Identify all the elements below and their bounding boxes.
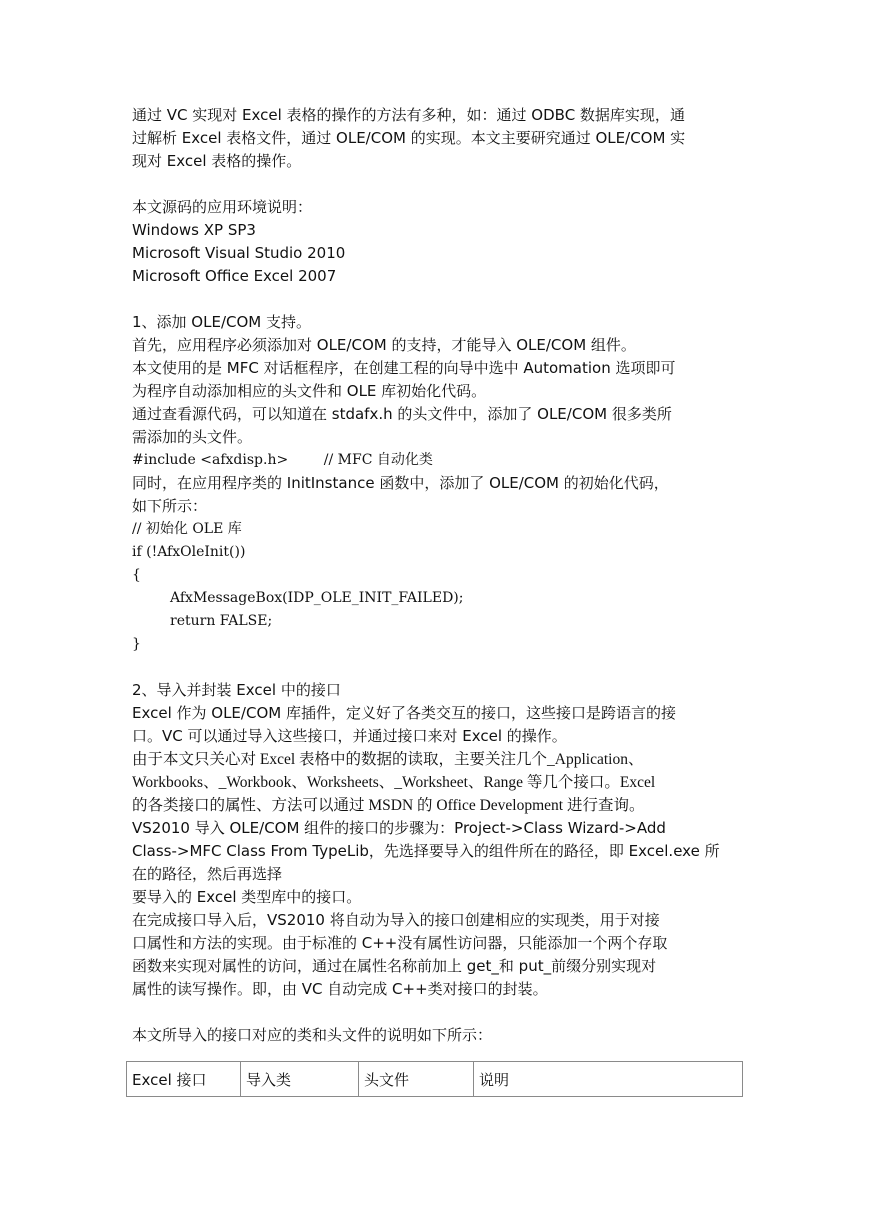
- code-line: return FALSE;: [170, 613, 273, 629]
- table-header-cell: Excel 接口: [127, 1062, 241, 1097]
- section-2: [132, 679, 740, 1047]
- code-line: // 初始化 OLE 库: [132, 521, 242, 537]
- text-line: 属性的读写操作。即，由 VC 自动完成 C++类对接口的封装。: [132, 980, 548, 998]
- section-1: [132, 311, 740, 656]
- intro-paragraph: [132, 104, 740, 173]
- text-line: VS2010 导入 OLE/COM 组件的接口的步骤为：Project->Class Wizard->Add: [132, 819, 666, 837]
- text-line: 通过 VC 实现对 Excel 表格的操作的方法有多种，如：通过 ODBC 数据库实现，通: [132, 106, 685, 124]
- code-line: AfxMessageBox(IDP_OLE_INIT_FAILED);: [170, 590, 464, 606]
- text-line: 口属性和方法的实现。由于标准的 C++没有属性访问器，只能添加一个两个存取: [132, 934, 668, 952]
- text-line: 口。VC 可以通过导入这些接口，并通过接口来对 Excel 的操作。: [132, 727, 567, 745]
- text-line: 首先，应用程序必须添加对 OLE/COM 的支持，才能导入 OLE/COM 组件。: [132, 336, 636, 354]
- code-block: [132, 518, 740, 656]
- text-line: 为程序自动添加相应的头文件和 OLE 库初始化代码。: [132, 382, 487, 400]
- text-line: Class->MFC Class From TypeLib，先选择要导入的组件所在的路径，即 Excel.exe 所: [132, 842, 720, 860]
- text-line: 同时，在应用程序类的 InitInstance 函数中，添加了 OLE/COM 的初始化代码，: [132, 474, 669, 492]
- text-line: 在的路径，然后再选择: [132, 865, 283, 883]
- text-line: 如下所示：: [132, 497, 208, 515]
- code-line: }: [132, 636, 141, 652]
- environment-heading: 本文源码的应用环境说明：: [132, 198, 313, 216]
- table-intro: 本文所导入的接口对应的类和头文件的说明如下所示：: [132, 1026, 493, 1044]
- document-body: [132, 104, 740, 1047]
- text-line: 本文使用的是 MFC 对话框程序，在创建工程的向导中选中 Automation 选项即可: [132, 359, 676, 377]
- text-line: 要导入的 Excel 类型库中的接口。: [132, 888, 362, 906]
- text-line: 需添加的头文件。: [132, 428, 253, 446]
- environment-item: Microsoft Office Excel 2007: [132, 267, 337, 285]
- interface-table: [126, 1061, 743, 1097]
- text-line: 由于本文只关心对 Excel 表格中的数据的读取，主要关注几个_Application、: [132, 751, 644, 768]
- table-header-cell: 导入类: [241, 1062, 359, 1097]
- text-line: 函数来实现对属性的访问，通过在属性名称前加上 get_和 put_前缀分别实现对: [132, 957, 657, 975]
- code-line: if (!AfxOleInit()): [132, 544, 246, 560]
- table-header-row: [127, 1062, 743, 1097]
- section-1-heading: 1、添加 OLE/COM 支持。: [132, 313, 311, 331]
- text-line: 的各类接口的属性、方法可以通过 MSDN 的 Office Development 进行查询。: [132, 797, 645, 814]
- text-line: 过解析 Excel 表格文件，通过 OLE/COM 的实现。本文主要研究通过 OLE/COM 实: [132, 129, 686, 147]
- text-line: Workbooks、_Workbook、Worksheets、_Worksheet、Range 等几个接口。Excel: [132, 774, 656, 791]
- text-line: Excel 作为 OLE/COM 库插件，定义好了各类交互的接口，这些接口是跨语言的接: [132, 704, 676, 722]
- text-line: 现对 Excel 表格的操作。: [132, 152, 302, 170]
- section-2-heading: 2、导入并封装 Excel 中的接口: [132, 681, 341, 699]
- environment-item: Windows XP SP3: [132, 221, 256, 239]
- text-line: 在完成接口导入后，VS2010 将自动为导入的接口创建相应的实现类，用于对接: [132, 911, 660, 929]
- code-line: {: [132, 567, 141, 583]
- table-header-cell: 头文件: [359, 1062, 474, 1097]
- table-header-cell: 说明: [474, 1062, 743, 1097]
- code-include-line: #include <afxdisp.h> // MFC 自动化类: [132, 452, 433, 468]
- text-line: 通过查看源代码，可以知道在 stdafx.h 的头文件中，添加了 OLE/COM 很多类所: [132, 405, 672, 423]
- environment-item: Microsoft Visual Studio 2010: [132, 244, 346, 262]
- environment-section: [132, 196, 740, 288]
